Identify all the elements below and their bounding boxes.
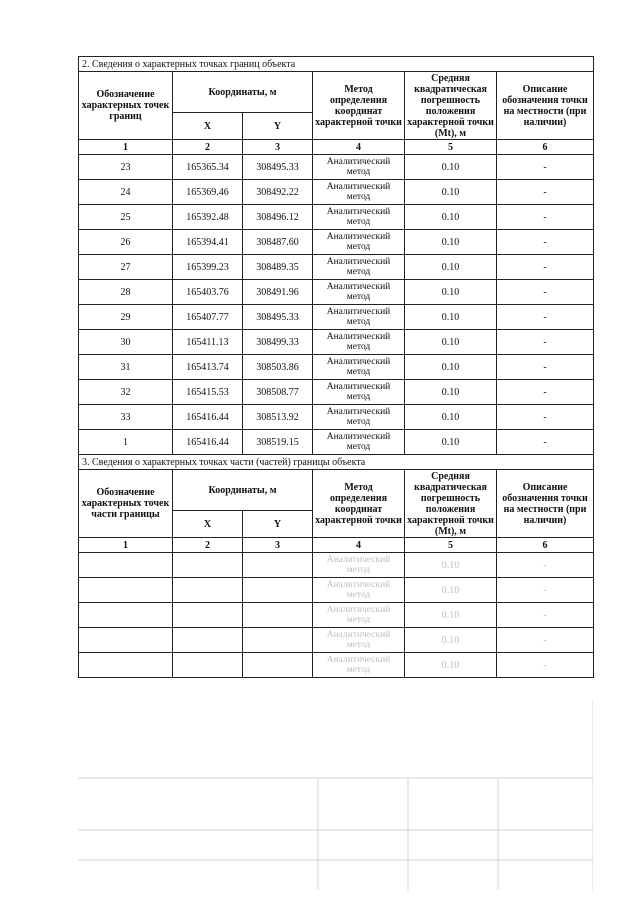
precision: 0.10 xyxy=(405,405,497,430)
point-id: 23 xyxy=(79,155,173,180)
header-y: Y xyxy=(243,113,313,140)
description: - xyxy=(497,280,594,305)
col-number: 6 xyxy=(497,140,594,155)
table-row xyxy=(79,380,594,405)
coord-x: 165392.48 xyxy=(173,205,243,230)
coord-x xyxy=(173,578,243,603)
precision: 0.10 xyxy=(405,330,497,355)
coord-x: 165416.44 xyxy=(173,430,243,455)
method: Аналитический метод xyxy=(313,553,405,578)
precision: 0.10 xyxy=(405,205,497,230)
method: Аналитический метод xyxy=(313,628,405,653)
point-id: 31 xyxy=(79,355,173,380)
coord-x xyxy=(173,603,243,628)
table-row xyxy=(79,255,594,280)
coord-y: 308487.60 xyxy=(243,230,313,255)
section-3-title: 3. Сведения о характерных точках части (частей) границы объекта xyxy=(79,455,594,470)
col-number: 4 xyxy=(313,140,405,155)
precision: 0.10 xyxy=(405,280,497,305)
description: - xyxy=(497,205,594,230)
col-number: 5 xyxy=(405,538,497,553)
point-id xyxy=(79,553,173,578)
coord-y: 308513.92 xyxy=(243,405,313,430)
header-x: X xyxy=(173,511,243,538)
coord-y xyxy=(243,628,313,653)
table-row xyxy=(79,405,594,430)
coord-x: 165394.41 xyxy=(173,230,243,255)
description: - xyxy=(497,355,594,380)
coord-x: 165413.74 xyxy=(173,355,243,380)
document-page xyxy=(78,56,593,678)
table-row xyxy=(79,553,594,578)
point-id xyxy=(79,653,173,678)
coord-y: 308519.15 xyxy=(243,430,313,455)
col-number: 3 xyxy=(243,538,313,553)
method: Аналитический метод xyxy=(313,330,405,355)
method: Аналитический метод xyxy=(313,205,405,230)
description: - xyxy=(497,305,594,330)
description: - xyxy=(497,155,594,180)
method: Аналитический метод xyxy=(313,578,405,603)
coord-x: 165369.46 xyxy=(173,180,243,205)
coord-x: 165415.53 xyxy=(173,380,243,405)
coord-x xyxy=(173,628,243,653)
col-number: 5 xyxy=(405,140,497,155)
coord-y xyxy=(243,553,313,578)
description: - xyxy=(497,578,594,603)
coord-x: 165407.77 xyxy=(173,305,243,330)
point-id: 24 xyxy=(79,180,173,205)
header-x: X xyxy=(173,113,243,140)
precision: 0.10 xyxy=(405,430,497,455)
precision: 0.10 xyxy=(405,628,497,653)
coord-y xyxy=(243,653,313,678)
description: - xyxy=(497,330,594,355)
description: - xyxy=(497,255,594,280)
coord-x: 165416.44 xyxy=(173,405,243,430)
precision: 0.10 xyxy=(405,305,497,330)
col-number: 2 xyxy=(173,538,243,553)
precision: 0.10 xyxy=(405,653,497,678)
header-y: Y xyxy=(243,511,313,538)
point-id xyxy=(79,603,173,628)
table-row xyxy=(79,578,594,603)
precision: 0.10 xyxy=(405,553,497,578)
description: - xyxy=(497,380,594,405)
point-id: 30 xyxy=(79,330,173,355)
method: Аналитический метод xyxy=(313,255,405,280)
point-id xyxy=(79,578,173,603)
coord-y: 308508.77 xyxy=(243,380,313,405)
description: - xyxy=(497,603,594,628)
method: Аналитический метод xyxy=(313,653,405,678)
point-id: 33 xyxy=(79,405,173,430)
method: Аналитический метод xyxy=(313,280,405,305)
description: - xyxy=(497,628,594,653)
precision: 0.10 xyxy=(405,230,497,255)
description: - xyxy=(497,180,594,205)
faded-bleedthrough-area xyxy=(78,700,593,890)
coord-x xyxy=(173,653,243,678)
table-row xyxy=(79,280,594,305)
precision: 0.10 xyxy=(405,155,497,180)
method: Аналитический метод xyxy=(313,380,405,405)
point-id: 32 xyxy=(79,380,173,405)
coord-x: 165411.13 xyxy=(173,330,243,355)
header-coordinates: Координаты, м xyxy=(173,470,313,511)
point-id: 25 xyxy=(79,205,173,230)
coord-x xyxy=(173,553,243,578)
precision: 0.10 xyxy=(405,255,497,280)
method: Аналитический метод xyxy=(313,603,405,628)
coord-x: 165365.34 xyxy=(173,155,243,180)
coord-x: 165403.76 xyxy=(173,280,243,305)
point-id: 1 xyxy=(79,430,173,455)
description: - xyxy=(497,553,594,578)
header-method: Метод определения координат характерной точки xyxy=(313,72,405,140)
col-number: 3 xyxy=(243,140,313,155)
precision: 0.10 xyxy=(405,380,497,405)
header-precision: Средняя квадратическая погрешность положения характерной точки (Mt), м xyxy=(405,470,497,538)
coord-y: 308491.96 xyxy=(243,280,313,305)
header-precision: Средняя квадратическая погрешность положения характерной точки (Mt), м xyxy=(405,72,497,140)
method: Аналитический метод xyxy=(313,180,405,205)
header-description: Описание обозначения точки на местности (при наличии) xyxy=(497,72,594,140)
table-row xyxy=(79,603,594,628)
coord-y: 308503.86 xyxy=(243,355,313,380)
method: Аналитический метод xyxy=(313,355,405,380)
table-row xyxy=(79,230,594,255)
description: - xyxy=(497,653,594,678)
coord-y: 308499.33 xyxy=(243,330,313,355)
table-row xyxy=(79,653,594,678)
table-row xyxy=(79,180,594,205)
method: Аналитический метод xyxy=(313,305,405,330)
header-coordinates: Координаты, м xyxy=(173,72,313,113)
point-id: 29 xyxy=(79,305,173,330)
header-designation: Обозначение характерных точек части границы xyxy=(79,470,173,538)
point-id xyxy=(79,628,173,653)
method: Аналитический метод xyxy=(313,230,405,255)
coord-y: 308489.35 xyxy=(243,255,313,280)
coord-y: 308495.33 xyxy=(243,305,313,330)
column-numbers-row xyxy=(79,538,594,553)
header-designation: Обозначение характерных точек границ xyxy=(79,72,173,140)
point-id: 27 xyxy=(79,255,173,280)
col-number: 1 xyxy=(79,538,173,553)
coord-x: 165399.23 xyxy=(173,255,243,280)
coord-y: 308492.22 xyxy=(243,180,313,205)
column-numbers-row xyxy=(79,140,594,155)
point-id: 26 xyxy=(79,230,173,255)
method: Аналитический метод xyxy=(313,155,405,180)
col-number: 4 xyxy=(313,538,405,553)
col-number: 2 xyxy=(173,140,243,155)
section-2-title: 2. Сведения о характерных точках границ объекта xyxy=(79,57,594,72)
method: Аналитический метод xyxy=(313,430,405,455)
coord-y xyxy=(243,578,313,603)
coord-y: 308496.12 xyxy=(243,205,313,230)
description: - xyxy=(497,430,594,455)
coord-y: 308495.33 xyxy=(243,155,313,180)
precision: 0.10 xyxy=(405,603,497,628)
description: - xyxy=(497,405,594,430)
header-description: Описание обозначения точки на местности (при наличии) xyxy=(497,470,594,538)
col-number: 1 xyxy=(79,140,173,155)
col-number: 6 xyxy=(497,538,594,553)
table-row xyxy=(79,628,594,653)
precision: 0.10 xyxy=(405,578,497,603)
coord-y xyxy=(243,603,313,628)
table-row xyxy=(79,330,594,355)
table-row xyxy=(79,205,594,230)
precision: 0.10 xyxy=(405,355,497,380)
table-row xyxy=(79,355,594,380)
method: Аналитический метод xyxy=(313,405,405,430)
table-row xyxy=(79,155,594,180)
boundary-points-table xyxy=(78,56,594,678)
precision: 0.10 xyxy=(405,180,497,205)
table-row xyxy=(79,305,594,330)
point-id: 28 xyxy=(79,280,173,305)
description: - xyxy=(497,230,594,255)
table-row xyxy=(79,430,594,455)
header-method: Метод определения координат характерной точки xyxy=(313,470,405,538)
